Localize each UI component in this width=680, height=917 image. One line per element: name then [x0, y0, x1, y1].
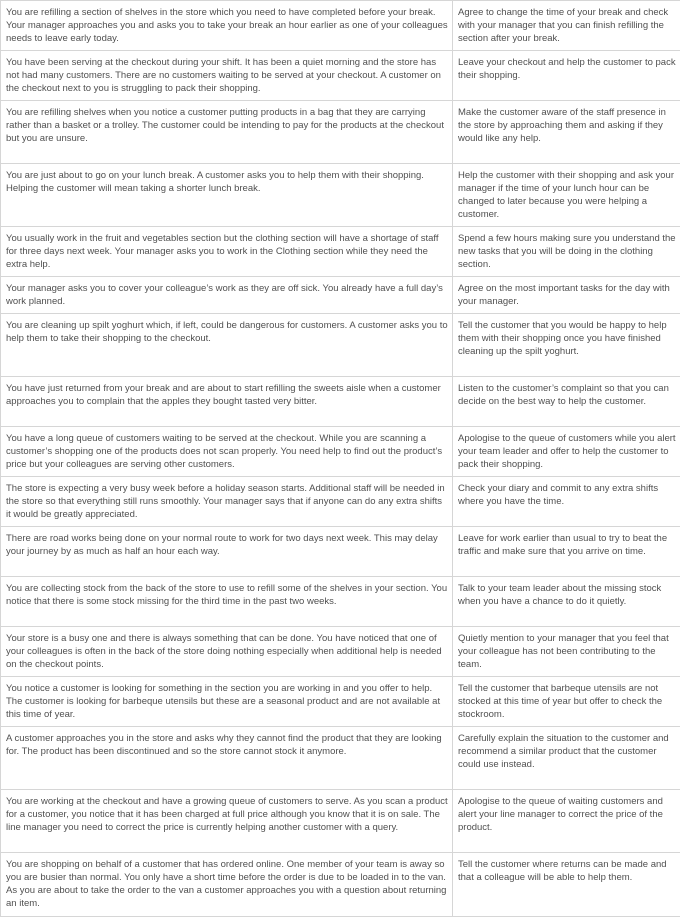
- response-cell: Apologise to the queue of customers while you alert your team leader and offer to help the customer to pack their shopping.: [453, 427, 680, 477]
- response-cell: Agree to change the time of your break and check with your manager that you can finish refilling the section after your break.: [453, 1, 680, 51]
- table-row: [1, 164, 680, 227]
- response-cell: Help the customer with their shopping and ask your manager if the time of your lunch hour can be changed to later because you were helping a customer.: [453, 164, 680, 227]
- table-row: [1, 627, 680, 677]
- response-cell: Tell the customer that you would be happy to help them with their shopping once you have finished cleaning up the spilt yoghurt.: [453, 314, 680, 377]
- scenario-cell: You are working at the checkout and have a growing queue of customers to serve. As you scan a product for a customer, you notice that it has been charged at full price although you know that it is on sale. The line manager you need to correct the price is currently helping another customer with a query.: [1, 790, 453, 853]
- response-cell: Tell the customer that barbeque utensils are not stocked at this time of year but offer to check the stockroom.: [453, 677, 680, 727]
- table-row: [1, 101, 680, 164]
- table-row: [1, 577, 680, 627]
- scenario-cell: A customer approaches you in the store and asks why they cannot find the product that they are looking for. The product has been discontinued and so the store cannot stock it anymore.: [1, 727, 453, 790]
- scenario-cell: You are shopping on behalf of a customer that has ordered online. One member of your team is away so you are busier than normal. You only have a short time before the order is due to be loaded in to the van. As you are about to take the order to the van a customer approaches you with a question about returning an item.: [1, 853, 453, 917]
- scenario-cell: The store is expecting a very busy week before a holiday season starts. Additional staff will be needed in the store so that everything still runs smoothly. Your manager says that if anyone can do any extra shifts it would be greatly appreciated.: [1, 477, 453, 527]
- scenario-cell: Your store is a busy one and there is always something that can be done. You have noticed that one of your colleagues is often in the back of the store doing nothing especially when additional help is needed on the checkout points.: [1, 627, 453, 677]
- response-cell: Apologise to the queue of waiting customers and alert your line manager to correct the price of the product.: [453, 790, 680, 853]
- response-cell: Make the customer aware of the staff presence in the store by approaching them and asking if they would like any help.: [453, 101, 680, 164]
- table-row: [1, 277, 680, 314]
- response-cell: Check your diary and commit to any extra shifts where you have the time.: [453, 477, 680, 527]
- response-cell: Quietly mention to your manager that you feel that your colleague has not been contributing to the team.: [453, 627, 680, 677]
- table-row: [1, 727, 680, 790]
- scenario-cell: You are refilling shelves when you notice a customer putting products in a bag that they are carrying rather than a basket or a trolley. The customer could be intending to pay for the products at the checkout but you are unsure.: [1, 101, 453, 164]
- scenario-cell: You have just returned from your break and are about to start refilling the sweets aisle when a customer approaches you to complain that the apples they bought tasted very bitter.: [1, 377, 453, 427]
- scenario-cell: You usually work in the fruit and vegetables section but the clothing section will have a shortage of staff for three days next week. Your manager asks you to work in the Clothing section while they need the extra help.: [1, 227, 453, 277]
- scenario-cell: You are collecting stock from the back of the store to use to refill some of the shelves in your section. You notice that there is some stock missing for the third time in the past two weeks.: [1, 577, 453, 627]
- scenario-cell: There are road works being done on your normal route to work for two days next week. This may delay your journey by as much as half an hour each way.: [1, 527, 453, 577]
- response-cell: Leave for work earlier than usual to try to beat the traffic and make sure that you arrive on time.: [453, 527, 680, 577]
- response-cell: Tell the customer where returns can be made and that a colleague will be able to help them.: [453, 853, 680, 917]
- scenario-cell: You are refilling a section of shelves in the store which you need to have completed before your break. Your manager approaches you and asks you to take your break an hour earlier as one of your colleagues needs to leave early today.: [1, 1, 453, 51]
- table-row: [1, 377, 680, 427]
- table-row: [1, 477, 680, 527]
- response-cell: Spend a few hours making sure you understand the new tasks that you will be doing in the clothing section.: [453, 227, 680, 277]
- table-row: [1, 51, 680, 101]
- response-cell: Talk to your team leader about the missing stock when you have a chance to do it quietly.: [453, 577, 680, 627]
- table-row: [1, 314, 680, 377]
- table-row: [1, 677, 680, 727]
- table-row: [1, 853, 680, 917]
- table-row: [1, 790, 680, 853]
- table-row: [1, 427, 680, 477]
- scenario-cell: You are cleaning up spilt yoghurt which, if left, could be dangerous for customers. A customer asks you to help them to take their shopping to the checkout.: [1, 314, 453, 377]
- response-cell: Listen to the customer’s complaint so that you can decide on the best way to help the customer.: [453, 377, 680, 427]
- response-cell: Carefully explain the situation to the customer and recommend a similar product that the customer could use instead.: [453, 727, 680, 790]
- response-cell: Agree on the most important tasks for the day with your manager.: [453, 277, 680, 314]
- response-cell: Leave your checkout and help the customer to pack their shopping.: [453, 51, 680, 101]
- scenario-cell: You have been serving at the checkout during your shift. It has been a quiet morning and the store has not had many customers. There are no customers waiting to be served at your checkout. A customer on the checkout next to you is struggling to pack their shopping.: [1, 51, 453, 101]
- table-row: [1, 527, 680, 577]
- scenario-cell: Your manager asks you to cover your colleague’s work as they are off sick. You already have a full day’s work planned.: [1, 277, 453, 314]
- table-row: [1, 227, 680, 277]
- table-row: [1, 1, 680, 51]
- scenario-cell: You have a long queue of customers waiting to be served at the checkout. While you are scanning a customer’s shopping one of the products does not scan properly. You need help to find out the product’s price but your colleagues are serving other customers.: [1, 427, 453, 477]
- scenario-cell: You are just about to go on your lunch break. A customer asks you to help them with their shopping. Helping the customer will mean taking a shorter lunch break.: [1, 164, 453, 227]
- scenario-cell: You notice a customer is looking for something in the section you are working in and you offer to help. The customer is looking for barbeque utensils but these are a seasonal product and are not available at this time of year.: [1, 677, 453, 727]
